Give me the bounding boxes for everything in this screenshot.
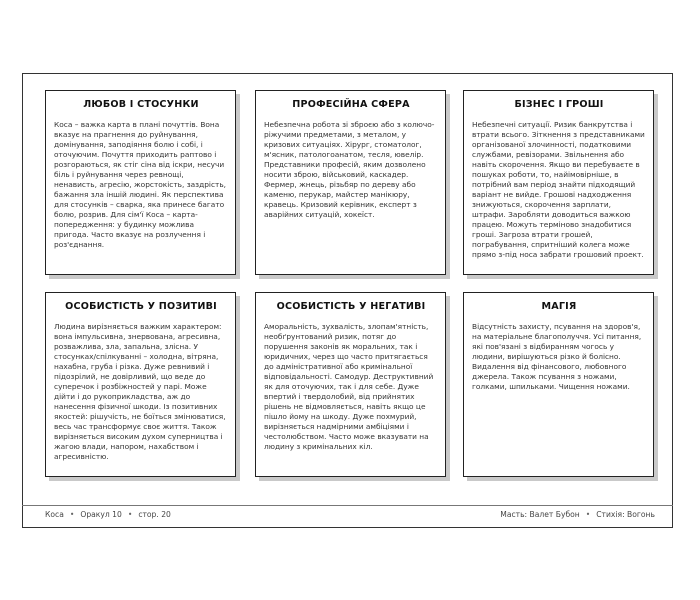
card-profession <box>255 90 446 275</box>
card-title: ОСОБИСТІСТЬ У НЕГАТИВІ <box>276 301 426 312</box>
card-business <box>463 90 654 275</box>
card-love <box>45 90 236 275</box>
footer-element: Стихія: Вогонь <box>596 510 655 519</box>
footer-page-number: стор. 20 <box>138 510 171 519</box>
card-title: ПРОФЕСІЙНА СФЕРА <box>292 99 410 110</box>
footer-divider <box>22 505 673 506</box>
footer-suit: Масть: Валет Бубон <box>500 510 580 519</box>
card-title: ЛЮБОВ І СТОСУНКИ <box>83 99 199 110</box>
card-magic <box>463 292 654 477</box>
card-text: Небезпечні ситуації. Ризик банкрутства і втрати всього. Зіткнення з представниками організованої злочинності, податковими службами, ревізорами. Звільнення або навіть скорочення. Якщо ви перебуваєте в пошуках роботи, то, найімовірніше, в потрібний вам період знайти підходящий варіант не вийде. Грошові надходження знижуються, скорочення зарплати, штрафи. Заробляти доводиться важкою працею. Можуть терміново знадобитися гроші. Загроза втрати грошей, пограбування, спритніший колега може прямо з-під носа забрати грошовий проект. <box>472 120 645 259</box>
card-text: Людина вирізняється важким характером: вона імпульсивна, знервована, агресивна, розважлива, зла, запальна, злісна. У стосунках/спілкуванні – холодна, вітряна, нахабна, груба і різка. Дуже ревнивий і підозрілий, не довірливий, що веде до суперечок і розбіжностей у парі. Може дійти і до рукоприкладства, аж до нанесення фізичної шкоди. Із позитивних якостей: рішучість, не боїться змінюватися, весь час трансформує своє життя. Також вирізняється високим духом суперництва і жагою влади, напором, нахабством і агресивністю. <box>54 322 226 461</box>
footer-left <box>45 510 171 519</box>
footer-right <box>500 510 655 519</box>
card-text: Аморальність, зухвалість, злопам'ятність, необґрунтований ризик, потяг до порушення законів як моральних, так і юридичних, через що часто притягається до адміністративної або кримінальної відповідальності. Самодур. Деструктивний як для оточуючих, так і для себе. Дуже впертий і твердолобий, від прийнятих рішень не відмовляється, навіть якщо це пішло йому на шкоду. Дуже похмурий, вирізняється надмірними амбіціями і честолюбством. Часто може вказувати на людину з кримінальних кіл. <box>264 322 434 451</box>
footer-separator: • <box>585 510 591 519</box>
footer-separator: • <box>69 510 75 519</box>
footer-deck: Оракул 10 <box>80 510 122 519</box>
card-personality-negative <box>255 292 446 477</box>
footer-separator: • <box>127 510 133 519</box>
card-personality-positive <box>45 292 236 477</box>
card-text: Відсутність захисту, псування на здоров'я, на матеріальне благополуччя. Усі питання, які пов'язані з відбиранням чогось у людини, вирішуються різко й болісно. Видалення від фінансового, любовного джерела. Також псування з ножами, голками, шпильками. Чищення ножами. <box>472 322 642 391</box>
card-text: Небезпечна робота зі зброєю або з колючо-ріжучими предметами, з металом, у кризових ситуаціях. Хірург, стоматолог, м'ясник, патологоанатом, тесля, ювелір. Представники професій, яким дозволено носити зброю, військовий, каскадер. Фермер, жнець, різьбяр по дереву або каменю, перукар, майстер манікюру, кравець. Кризовий керівник, експерт з аварійних ситуацій, хокеїст. <box>264 120 435 219</box>
card-title: ОСОБИСТІСТЬ У ПОЗИТИВІ <box>65 301 217 312</box>
card-text: Коса – важка карта в плані почуттів. Вона вказує на прагнення до руйнування, домінування, заподіяння болю і собі, і оточуючим. Почуття приходить раптово і розгораються, як стіг сіна від іскри, несучи біль і руйнування через ревнощі, ненависть, агресію, жорстокість, заздрість, бажання зла іншій людині. Як перспектива для стосунків – сварка, яка принесе багато болю, розрив. Для сім'ї Коса – карта-попередження: у будинку можлива пригода. Часто вказує на розлучення і роз'єднання. <box>54 120 227 249</box>
footer-card-name: Коса <box>45 510 64 519</box>
card-title: МАГІЯ <box>541 301 577 312</box>
card-title: БІЗНЕС І ГРОШІ <box>514 99 604 110</box>
